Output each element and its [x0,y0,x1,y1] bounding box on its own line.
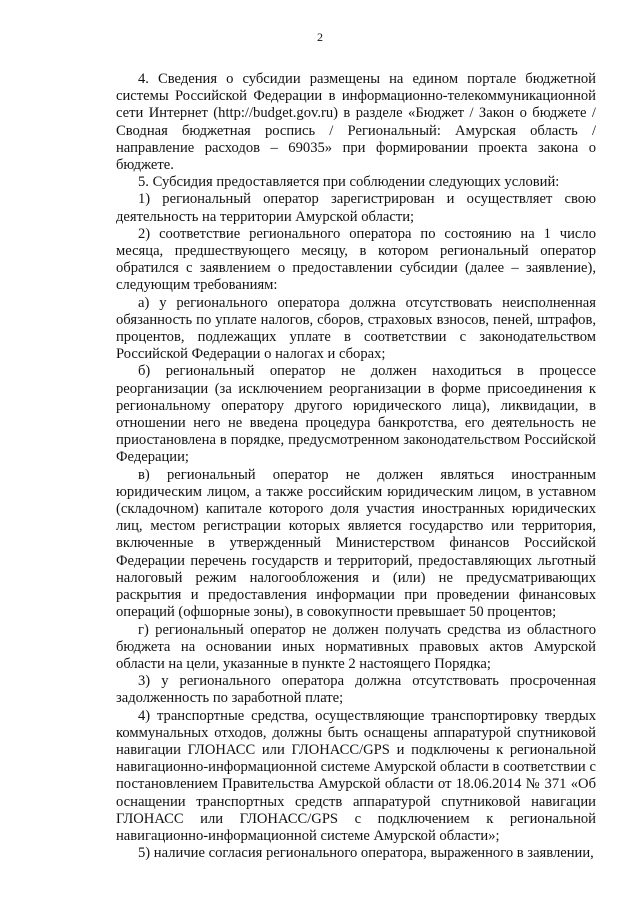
paragraph-4-subsidy-info: 4. Сведения о субсидии размещены на едином портале бюджетной системы Российской Федерации в информационно-телекоммуникационной сети Интернет (http://budget.gov.ru) в разделе «Бюджет / Закон о бюджете / Сводная бюджетная роспись / Региональный: Амурская область / направление расходов – 69035» при формировании проекта закона о бюджете. [116,71,596,174]
requirement-a-taxes: а) у регионального оператора должна отсутствовать неисполненная обязанность по уплате налогов, сборов, страховых взносов, пеней, штрафов, процентов, подлежащих уплате в соответствии с законодательством Российской Федерации о налогах и сборах; [116,294,596,363]
document-body [116,71,596,862]
condition-5-consent: 5) наличие согласия регионального оператора, выраженного в заявлении, [138,845,594,862]
requirement-b-reorganization: б) региональный оператор не должен находиться в процессе реорганизации (за исключением реорганизации в форме присоединения к региональному оператору другого юридического лица), ликвидации, в отношении него не введена процедура банкротства, его деятельность не приостановлена в порядке, предусмотренном законодательством Российской Федерации; [116,363,596,466]
requirement-v-foreign-entity: в) региональный оператор не должен являться иностранным юридическим лицом, а также российским юридическим лицом, в уставном (складочном) капитале которого доля участия иностранных юридических лиц, местом регистрации которых является государство или территория, включенные в утвержденный Министерством финансов Российской Федерации перечень государств и территорий, предоставляющих льготный налоговый режим налогообложения и (или) не предусматривающих раскрытия и предоставления информации при проведении финансовых операций (офшорные зоны), в совокупности превышает 50 процентов; [116,466,596,621]
condition-2-requirements: 2) соответствие регионального оператора по состоянию на 1 число месяца, предшествующего месяцу, в котором региональный оператор обратился с заявлением о предоставлении субсидии (далее – заявление), следующим требованиям: [116,225,596,294]
page-number: 2 [317,30,323,44]
requirement-g-other-funding: г) региональный оператор не должен получать средства из областного бюджета на основании иных нормативных правовых актов Амурской области на цели, указанные в пункте 2 настоящего Порядка; [116,621,596,672]
condition-4-glonass: 4) транспортные средства, осуществляющие транспортировку твердых коммунальных отходов, должны быть оснащены аппаратурой спутниковой навигации ГЛОНАСС или ГЛОНАСС/GPS и подключены к региональной навигационно-информационной системе Амурской области в соответствии с постановлением Правительства Амурской области от 18.06.2014 № 371 «Об оснащении транспортных средств аппаратурой спутниковой навигации ГЛОНАСС или ГЛОНАСС/GPS с подключением к региональной навигационно-информационной системе Амурской области»; [116,707,596,844]
condition-3-wage-arrears: 3) у регионального оператора должна отсутствовать просроченная задолженность по заработной плате; [116,673,596,707]
paragraph-5-conditions: 5. Субсидия предоставляется при соблюдении следующих условий: [138,174,560,191]
condition-1-registration: 1) региональный оператор зарегистрирован и осуществляет свою деятельность на территории Амурской области; [116,191,596,225]
